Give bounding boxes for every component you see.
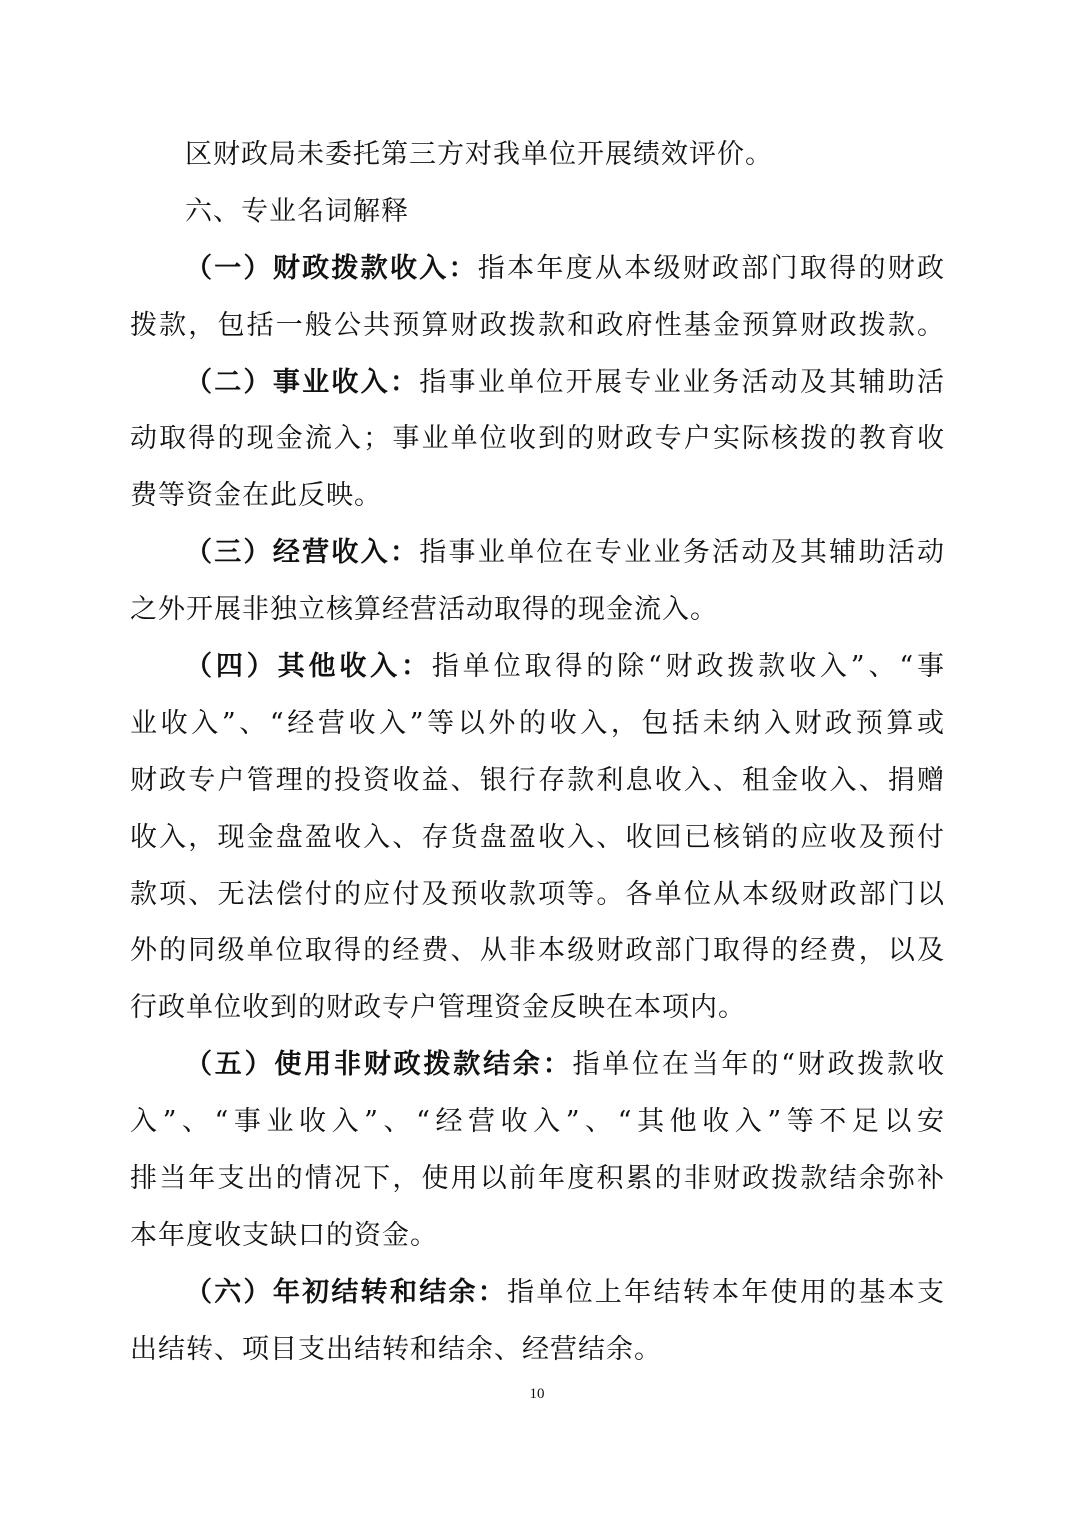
paragraph-line — [130, 980, 945, 1037]
paragraph-line — [130, 525, 945, 582]
line-text: 指本年度从本级财政部门取得的财政 — [477, 252, 946, 284]
line-text: 行政单位收到的财政专户管理资金反映在本项内。 — [130, 992, 746, 1024]
paragraph-line — [130, 1151, 945, 1208]
line-text: 指事业单位在专业业务活动及其辅助活动 — [419, 537, 946, 569]
paragraph-line — [130, 810, 945, 867]
term-label: （一）财政拨款收入： — [185, 252, 478, 284]
section-heading — [130, 184, 945, 241]
line-text: 指单位上年结转本年使用的基本支 — [507, 1276, 946, 1308]
paragraph-line — [130, 1265, 945, 1322]
line-text: 之外开展非独立核算经营活动取得的现金流入。 — [130, 594, 718, 626]
paragraph-line — [130, 1094, 945, 1151]
line-text: 费等资金在此反映。 — [130, 480, 382, 512]
line-text: 入”、“事业收入”、“经营收入”、“其他收入”等不足以安 — [130, 1106, 945, 1138]
paragraph-line — [130, 923, 945, 980]
heading-text: 六、专业名词解释 — [185, 195, 409, 227]
line-text: 动取得的现金流入；事业单位收到的财政专户实际核拨的教育收 — [130, 423, 945, 455]
line-text: 拨款，包括一般公共预算财政拨款和政府性基金预算财政拨款。 — [130, 309, 945, 341]
line-text: 指事业单位开展专业业务活动及其辅助活 — [419, 366, 946, 398]
line-text: 指单位取得的除“财政拨款收入”、“事 — [431, 651, 945, 683]
paragraph-line — [130, 753, 945, 810]
line-text: 收入，现金盘盈收入、存货盘盈收入、收回已核销的应收及预付 — [130, 821, 945, 853]
line-text: 业收入”、“经营收入”等以外的收入，包括未纳入财政预算或 — [130, 707, 945, 739]
paragraph-line — [130, 639, 945, 696]
line-text: 款项、无法偿付的应付及预收款项等。各单位从本级财政部门以 — [130, 878, 945, 910]
term-label: （二）事业收入： — [185, 366, 420, 398]
document-body — [130, 127, 945, 1379]
line-text: 区财政局未委托第三方对我单位开展绩效评价。 — [185, 139, 773, 170]
term-label: （四）其他收入： — [185, 651, 432, 683]
line-text: 财政专户管理的投资收益、银行存款利息收入、租金收入、捐赠 — [130, 764, 945, 796]
line-text: 出结转、项目支出结转和结余、经营结余。 — [130, 1333, 662, 1365]
paragraph-line — [130, 1322, 945, 1379]
line-text: 排当年支出的情况下，使用以前年度积累的非财政拨款结余弥补 — [130, 1163, 945, 1195]
paragraph-line — [130, 582, 945, 639]
page-number: 10 — [529, 1386, 545, 1402]
line-text: 外的同级单位取得的经费、从非本级财政部门取得的经费，以及 — [130, 935, 945, 967]
paragraph-line — [130, 127, 945, 184]
paragraph-line — [130, 696, 945, 753]
line-text: 本年度收支缺口的资金。 — [130, 1219, 438, 1251]
paragraph-line — [130, 355, 945, 412]
paragraph-line — [130, 867, 945, 924]
paragraph-line — [130, 241, 945, 298]
paragraph-line — [130, 468, 945, 525]
paragraph-line — [130, 1208, 945, 1265]
paragraph-line — [130, 298, 945, 355]
term-label: （五）使用非财政拨款结余： — [185, 1049, 573, 1081]
line-text: 指单位在当年的“财政拨款收 — [572, 1049, 945, 1081]
paragraph-line — [130, 411, 945, 468]
term-label: （三）经营收入： — [185, 537, 420, 569]
term-label: （六）年初结转和结余： — [185, 1276, 508, 1308]
paragraph-line — [130, 1037, 945, 1094]
